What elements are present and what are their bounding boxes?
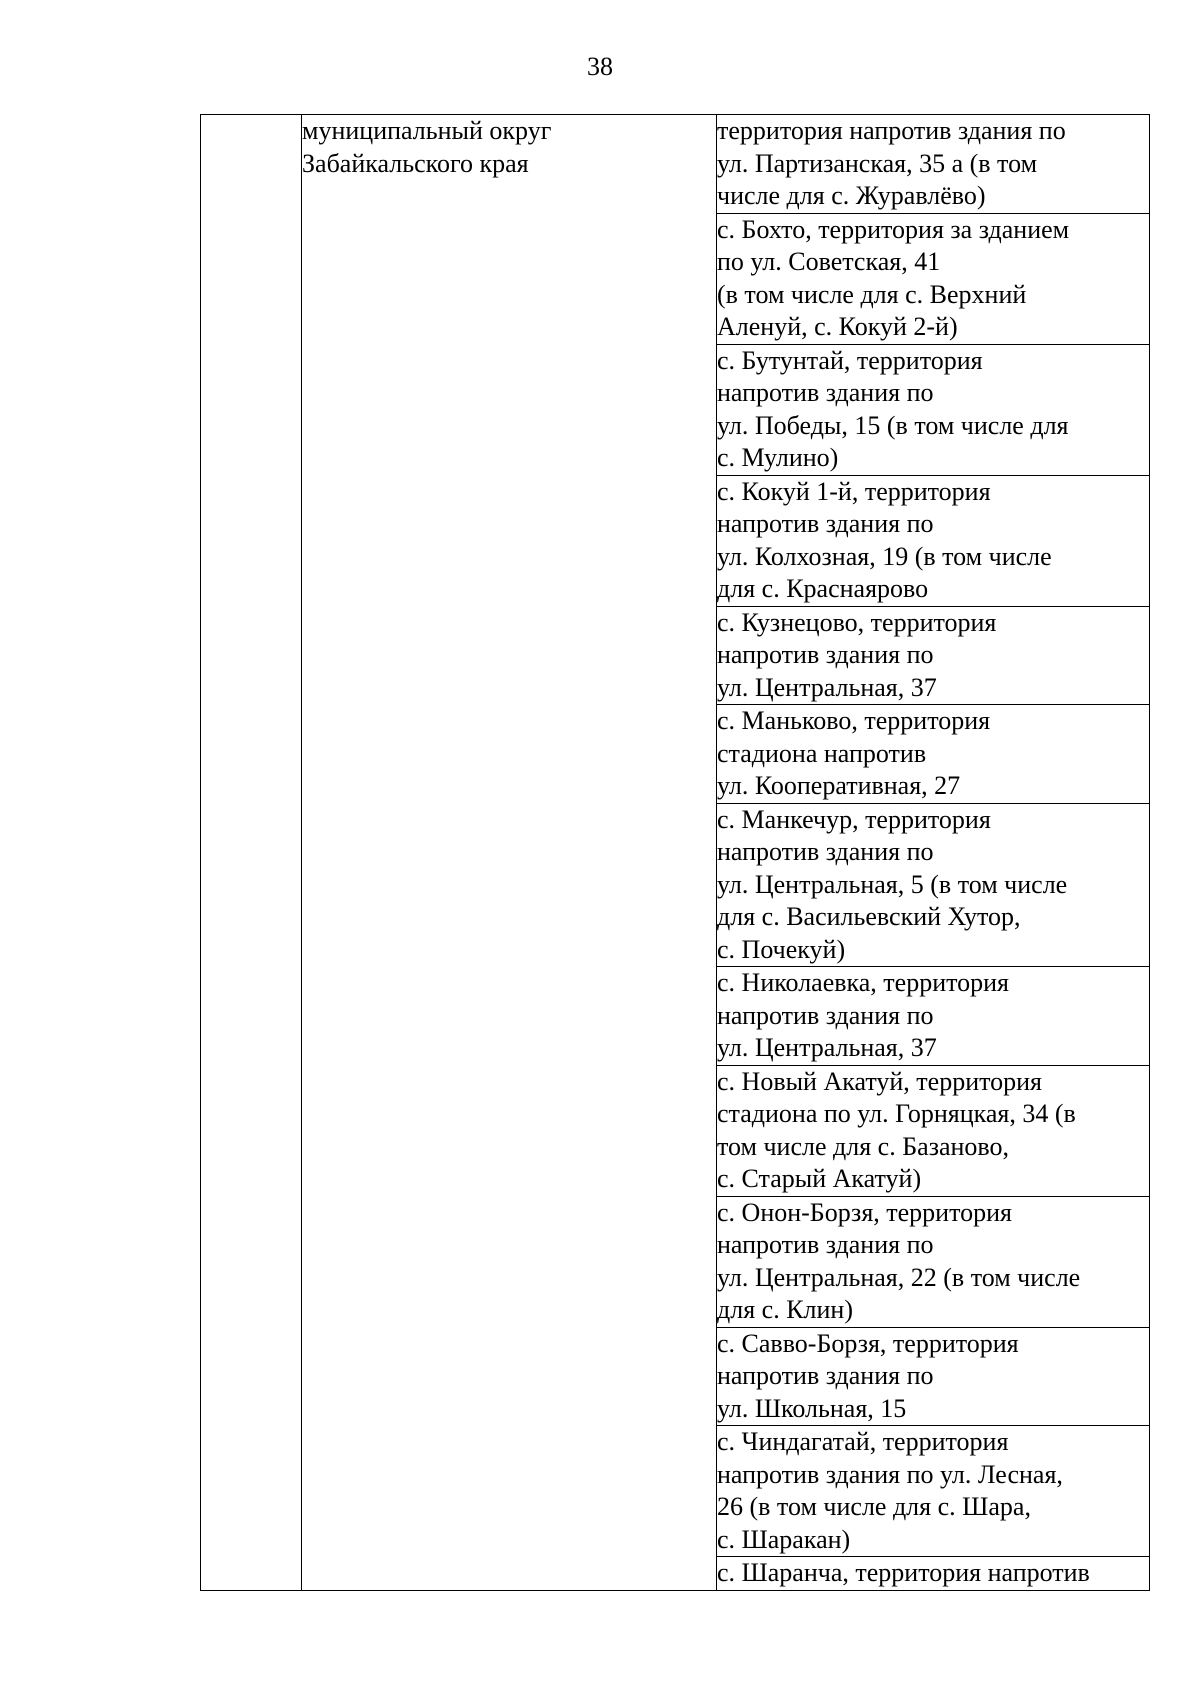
location-line: напротив здания по ул. Лесная,: [717, 1459, 1063, 1489]
location-line: с. Бохто, территория за зданием: [717, 214, 1070, 244]
location-line: ул. Партизанская, 35 а (в том: [717, 148, 1038, 178]
location-cell: [717, 344, 1150, 475]
location-line: с. Мулино): [717, 443, 839, 472]
location-line: Аленуй, с. Кокуй 2-й): [717, 312, 958, 341]
location-line: ул. Центральная, 5 (в том числе: [717, 869, 1068, 899]
location-cell: [717, 213, 1150, 344]
location-line: с. Шаранча, территория напротив: [717, 1558, 1090, 1587]
location-line: с. Манкечур, территория: [717, 804, 991, 834]
district-line: муниципальный округ: [302, 116, 552, 145]
location-line: числе для с. Журавлёво): [717, 181, 986, 210]
location-line: напротив здания по: [717, 837, 934, 866]
location-line: с. Новый Акатуй, территория: [717, 1066, 1042, 1096]
location-line: для с. Васильевский Хутор,: [717, 902, 1021, 931]
location-line: ул. Центральная, 37: [717, 1033, 937, 1062]
location-cell: [717, 1327, 1150, 1426]
location-line: с. Шаракан): [717, 1524, 851, 1554]
location-line: с. Бутунтай, территория: [717, 345, 983, 375]
location-line: ул. Колхозная, 19 (в том числе: [717, 541, 1052, 571]
location-line: напротив здания по: [717, 378, 934, 407]
location-line: с. Почекуй): [717, 934, 846, 964]
location-line: ул. Кооперативная, 27: [717, 771, 961, 800]
location-line: напротив здания по: [717, 1230, 934, 1259]
location-line: ул. Победы, 15 (в том числе для: [717, 410, 1069, 440]
location-cell: [717, 1426, 1150, 1557]
location-line: 26 (в том числе для с. Шара,: [717, 1492, 1031, 1521]
location-line: стадиона напротив: [717, 738, 927, 768]
location-line: ул. Центральная, 37: [717, 672, 937, 702]
location-cell: [717, 115, 1150, 214]
location-line: с. Николаевка, территория: [717, 968, 1010, 997]
location-line: территория напротив здания по: [717, 116, 1066, 145]
location-line: (в том числе для с. Верхний: [717, 279, 1027, 309]
district-line: Забайкальского края: [302, 148, 529, 178]
location-cell: [717, 1557, 1150, 1591]
location-cell: [717, 475, 1150, 606]
location-cell: [717, 606, 1150, 705]
location-line: с. Чиндагатай, территория: [717, 1427, 1009, 1456]
location-line: с. Маньково, территория: [717, 706, 991, 735]
location-cell: [717, 1196, 1150, 1327]
district-cell: [302, 115, 717, 1591]
location-line: по ул. Советская, 41: [717, 247, 941, 276]
location-line: ул. Центральная, 22 (в том числе: [717, 1262, 1081, 1292]
location-cell: [717, 705, 1150, 804]
location-line: напротив здания по: [717, 1000, 934, 1030]
location-line: том числе для с. Базаново,: [717, 1131, 1010, 1161]
location-line: с. Кокуй 1-й, территория: [717, 476, 991, 506]
location-line: напротив здания по: [717, 640, 934, 669]
location-line: ул. Школьная, 15: [717, 1393, 907, 1423]
location-cell: [717, 1065, 1150, 1196]
location-line: для с. Клин): [717, 1295, 854, 1324]
location-line: с. Кузнецово, территория: [717, 607, 997, 637]
location-line: напротив здания по: [717, 1361, 934, 1390]
location-cell: [717, 967, 1150, 1066]
location-line: с. Старый Акатуй): [717, 1164, 922, 1193]
row-number-cell: [201, 115, 302, 1591]
page-number: 38: [587, 52, 613, 81]
location-line: напротив здания по: [717, 509, 934, 538]
location-line: стадиона по ул. Горняцкая, 34 (в: [717, 1099, 1076, 1128]
location-line: с. Онон-Борзя, территория: [717, 1197, 1012, 1227]
locations-table: [200, 114, 1150, 1591]
location-cell: [717, 803, 1150, 967]
table-row: [201, 115, 1150, 214]
location-line: с. Савво-Борзя, территория: [717, 1328, 1019, 1358]
location-line: для с. Краснаярово: [717, 574, 929, 603]
